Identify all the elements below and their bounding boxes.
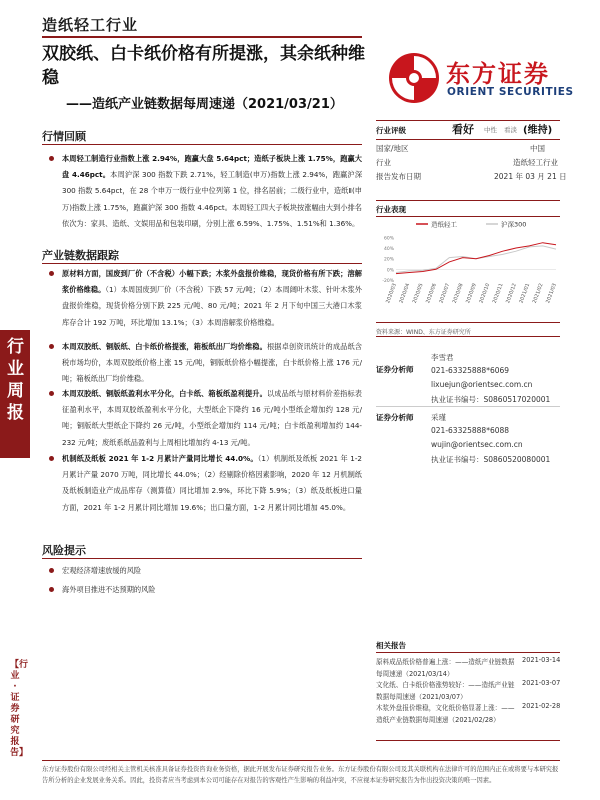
chain-1-bold: 原材料方面，国废到厂价（不含税）小幅下跌；木浆外盘报价维稳，现货价格有所下跌；溶解浆价格维稳。 [62, 269, 362, 295]
chain-3-bold: 本周双胶纸、铜版纸盈利水平分化，白卡纸、箱板纸盈利提升。 [62, 389, 267, 398]
rating-rule [376, 139, 560, 140]
analyst-1-cert: 执业证书编号：S0860517020001 [431, 395, 551, 404]
related-item-2[interactable]: 文化纸、白卡纸价格涨势较好：——造纸产业链数据每周速递（2021/03/07） [376, 681, 515, 701]
rating-label: 行业评级 [376, 126, 406, 135]
info-key-region: 国家/地区 [376, 144, 409, 153]
chain-bullet-2 [62, 339, 362, 388]
report-title: 双胶纸、白卡纸价格有所提涨，其余纸种维稳 [42, 44, 365, 88]
related-rule [376, 652, 560, 653]
perf-rule [376, 216, 560, 217]
section-rule [42, 263, 362, 264]
report-type-tag [0, 330, 30, 458]
perf-title: 行业表现 [376, 205, 406, 214]
rating-neutral: 中性 [484, 126, 497, 134]
info-key-date: 报告发布日期 [376, 172, 421, 181]
y-tick-label: -20% [382, 279, 394, 284]
x-tick-label: 2020/03 [385, 282, 398, 305]
analyst-2-name: 采瑾 [431, 413, 446, 422]
chain-bullet-4 [62, 451, 362, 516]
bullet-dot-icon [49, 587, 54, 592]
analyst-divider [376, 406, 560, 407]
industry-name: 造纸轻工行业 [42, 16, 139, 34]
y-tick-label: 40% [383, 247, 394, 252]
bullet-dot-icon [49, 271, 54, 276]
x-tick-label: 2021/01 [518, 282, 532, 305]
analyst-2-cert: 执业证书编号：S0860520080001 [431, 455, 551, 464]
rating-value: 看好 [452, 123, 474, 136]
review-bullet [62, 151, 362, 232]
x-tick-label: 2020/05 [411, 282, 425, 305]
info-val-region: 中国 [530, 144, 545, 153]
bullet-dot-icon [49, 568, 54, 573]
analyst-2-phone: 021-63325888*6088 [431, 426, 510, 435]
rating-status: (维持) [523, 125, 553, 136]
risk-item-1 [62, 563, 362, 579]
y-tick-label: 0% [386, 268, 394, 274]
bullet-dot-icon [49, 456, 54, 461]
related-item-3[interactable]: 木浆外盘报价维稳，文化纸价格显著上涨：——造纸产业链数据每周速递（2021/02/28） [376, 704, 515, 724]
related-rule [376, 740, 560, 741]
chain-bullet-3 [62, 386, 362, 451]
vertical-label-text: 【行业·证券研究报告】 [10, 660, 29, 758]
related-date-1: 2021-03-14 [522, 656, 561, 664]
x-tick-label: 2021/02 [531, 282, 545, 305]
x-tick-label: 2020/12 [505, 282, 518, 305]
analyst-rule [376, 336, 560, 337]
performance-chart [376, 218, 560, 318]
info-val-industry: 造纸轻工行业 [513, 158, 558, 167]
section-title-chain: 产业链数据跟踪 [42, 249, 119, 262]
x-tick-label: 2020/10 [478, 282, 492, 305]
section-title-risk: 风险提示 [42, 544, 86, 557]
y-tick-label: 20% [383, 257, 394, 263]
chain-2-text: 根据卓创资讯统计的成品纸含税市场均价，本周双胶纸价格上涨 15 元/吨，铜版纸价格小幅提涨，白卡纸价格上涨 176 元/吨；箱板纸出厂均价维稳。 [62, 342, 362, 384]
chain-bullet-1 [62, 266, 362, 331]
report-type-text: 行业周报 [7, 337, 24, 423]
report-subtitle: ——造纸产业链数据每周速递（2021/03/21） [66, 97, 343, 112]
related-title: 相关报告 [376, 641, 406, 650]
risk-2-text: 海外项目推进不达预期的风险 [62, 585, 156, 594]
analyst-2-email: wujin@orientsec.com.cn [431, 440, 523, 449]
chain-4-text: （1）机制纸及纸板 2021 年 1-2 月累计产量 2070 万吨，同比增长 44.0%；（2）经剔除价格因素影响，2020 年 12 月机制纸及纸板制造业产成品库存（测算值）同比增加 2.9%，环比下降 5.9%；（3）纸及纸板进口量方面，2021 年 1-2 月累计同比增加 19.6%；出口量方面，1-2 月累计同比增加 45.0%。 [62, 454, 362, 512]
chain-4-bold: 机制纸及纸板 2021 年 1-2 月累计产量同比增长 44.0%。 [62, 454, 258, 463]
x-tick-label: 2021/03 [545, 282, 558, 305]
footer-rule [42, 760, 560, 761]
orient-logo-icon [388, 52, 440, 104]
logo-cn: 东方证券 [446, 60, 550, 88]
logo-en: ORIENT SECURITIES [447, 86, 574, 98]
risk-1-text: 宏观经济增速放缓的风险 [62, 566, 142, 575]
x-tick-label: 2020/07 [438, 282, 452, 305]
related-item-1[interactable]: 原料成品纸价格普遍上涨：——造纸产业链数据每周速递（2021/03/14） [376, 658, 515, 678]
x-tick-label: 2020/11 [491, 282, 505, 305]
chain-2-bold: 本周双胶纸、铜版纸、白卡纸价格提涨，箱板纸出厂均价维稳。 [62, 342, 267, 351]
perf-rule [376, 200, 560, 201]
bullet-dot-icon [49, 344, 54, 349]
related-date-2: 2021-03-07 [522, 679, 561, 687]
section-title-review: 行情回顾 [42, 130, 86, 143]
legend-label: 造纸轻工 [431, 220, 457, 229]
info-val-date: 2021 年 03 月 21 日 [494, 172, 567, 181]
bullet-dot-icon [49, 156, 54, 161]
footer-disclaimer: 东方证券股份有限公司经相关主管机关核准具备证券投资咨询业务资格，据此开展发布证券研究报告业务。东方证券股份有限公司及其关联机构在法律许可的范围内正在或将要与本研究报告所分析的企业发展业务关系。因此，投资者应当考虑到本公司可能存在对报告的客观性产生影响的利益冲突，不应视本证券研究报告为作出投资决策的唯一因素。 [42, 766, 559, 784]
legend-label: 沪深300 [501, 220, 527, 229]
x-tick-label: 2020/04 [398, 282, 412, 305]
section-rule [42, 558, 362, 559]
bullet-dot-icon [49, 391, 54, 396]
section-rule [42, 144, 362, 145]
review-bold: 本周轻工制造行业指数上涨 2.94%，跑赢大盘 5.64pct；造纸子板块上涨 1.75%，跑赢大盘 4.46pct。 [62, 154, 362, 180]
review-text: 本周沪深 300 指数下跌 2.71%，轻工制造(申万)指数上涨 2.94%，跑赢沪深 300 指数 5.64pct，在 28 个申万一级行业中位列第 1 位，排名居前；二级行业中，造纸Ⅱ(申万)指数上涨 1.75%，跑赢沪深 300 指数 4.46pct。本周轻工四大子板块按涨幅由大到小排名依次为：家具、造纸、文娱用品和包装印刷，分别上涨 6.59%、1.75%、1.51%和 1.36%。 [62, 170, 363, 228]
perf-source: 资料来源：WIND、东方证券研究所 [376, 329, 471, 336]
vertical-label [6, 660, 29, 759]
header-rule [42, 36, 362, 38]
related-date-3: 2021-02-28 [522, 702, 561, 710]
analyst-1-role: 证券分析师 [376, 365, 414, 374]
series-line-paper-light [396, 243, 556, 274]
perf-rule [376, 322, 560, 323]
rating-bearish: 看淡 [504, 126, 517, 134]
y-tick-label: 60% [383, 236, 394, 242]
chain-1-text: （1）本周国废到厂价（不含税）下跌 57 元/吨；（2）本周阔叶木浆、针叶木浆外盘报价维稳，现货价格分别下跌 225 元/吨、80 元/吨；2021 年 2 月下旬中国三大港口木浆库存合计 192 万吨，环比增加 13.1%；（3）本周溶解浆价格维稳。 [62, 285, 362, 327]
analyst-1-name: 李雪君 [431, 353, 454, 362]
risk-item-2 [62, 582, 362, 598]
analyst-2-role: 证券分析师 [376, 413, 414, 422]
x-tick-label: 2020/09 [465, 282, 478, 305]
analyst-1-email: lixuejun@orientsec.com.cn [431, 380, 533, 389]
info-key-industry: 行业 [376, 158, 391, 167]
x-tick-label: 2020/08 [451, 282, 465, 305]
analyst-1-phone: 021-63325888*6069 [431, 366, 510, 375]
chain-3-text: 以成品纸与原材料价差指标表征盈利水平，本周双胶纸盈利水平分化，大型纸企下降约 16 元/吨小型纸企增加约 128 元/吨；铜版纸大型纸企下降约 26 元/吨，小型纸企增加约 114 元/吨；白卡纸盈利增加约 144-232 元/吨；废纸系纸品盈利与上周相比增加约 4-13 元/吨。 [62, 389, 362, 447]
x-tick-label: 2020/06 [425, 282, 438, 305]
